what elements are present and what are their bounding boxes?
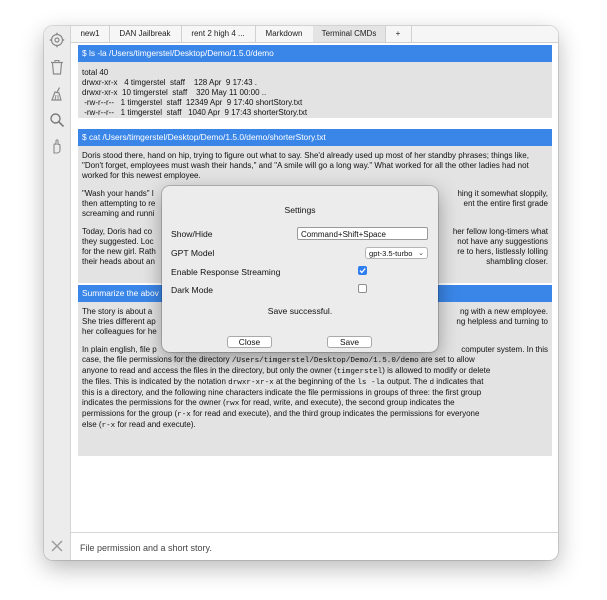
trash-icon[interactable] bbox=[49, 59, 65, 75]
output-line: total 40 bbox=[82, 68, 109, 77]
explanation-text: In plain english, file p bbox=[82, 345, 157, 354]
story-text: hing it somewhat sloppily, bbox=[457, 189, 548, 198]
streaming-checkbox[interactable] bbox=[358, 266, 367, 275]
explanation-text: indicates that bbox=[434, 377, 484, 386]
inline-code: drwxr-xr-x bbox=[228, 379, 274, 387]
explanation-text: case, the file permissions for the directory bbox=[82, 355, 232, 364]
explanation-text: for read, write, and execute), the second group indicates the bbox=[239, 398, 455, 407]
gpt-model-label: GPT Model bbox=[171, 248, 215, 258]
tab-new1[interactable]: new1 bbox=[71, 26, 110, 42]
story-text: they suggested. Loc bbox=[82, 237, 154, 246]
story-text: re to hers, listlessly lolling bbox=[457, 247, 548, 256]
inline-code: r-x bbox=[177, 411, 191, 419]
story-text: not have any suggestions bbox=[457, 237, 548, 246]
tab-dan-jailbreak[interactable]: DAN Jailbreak bbox=[109, 26, 182, 42]
summary-text: The story is about a bbox=[82, 307, 153, 316]
explanation-text: anyone to read and access the files in the directory, but only the owner ( bbox=[82, 366, 337, 375]
dialog-title: Settings bbox=[284, 205, 316, 215]
close-button[interactable]: Close bbox=[227, 336, 272, 348]
tab-rent-2-high[interactable]: rent 2 high 4 ... bbox=[181, 26, 256, 42]
explanation-text: output. The bbox=[384, 377, 430, 386]
explanation-paragraph bbox=[82, 345, 548, 431]
story-text: "Wash your hands" l bbox=[82, 189, 154, 198]
save-status: Save successful. bbox=[267, 306, 333, 316]
explanation-text: permissions for the group ( bbox=[82, 409, 178, 418]
explanation-text: indicates the permissions for the owner ( bbox=[82, 398, 226, 407]
explanation-text: computer system. In this bbox=[461, 345, 548, 354]
story-text: shambling closer. bbox=[486, 257, 548, 266]
collapse-icon[interactable] bbox=[49, 538, 65, 554]
output-line: -rw-r--r-- 1 timgerstel staff 12349 Apr 9 17:40 shortStory.txt bbox=[82, 98, 303, 107]
explanation-text: for read and execute). bbox=[115, 420, 196, 429]
command-header: $ ls -la /Users/timgerstel/Desktop/Demo/1.5.0/demo bbox=[78, 45, 552, 62]
checkmark-icon bbox=[358, 266, 367, 275]
story-text: their heads about an bbox=[82, 257, 155, 266]
search-icon[interactable] bbox=[49, 112, 65, 128]
explanation-text: ) is allowed to modify or delete bbox=[382, 366, 491, 375]
story-text: for the new girl. Rath bbox=[82, 247, 156, 256]
inline-code: timgerstel bbox=[336, 368, 383, 376]
story-text: screaming and runni bbox=[82, 209, 155, 218]
explanation-text: for read and execute), and the third group indicates the permissions for everyone bbox=[190, 409, 480, 418]
show-hide-shortcut-field[interactable]: Command+Shift+Space bbox=[297, 227, 428, 240]
tab-markdown[interactable]: Markdown bbox=[255, 26, 314, 42]
tab-bar bbox=[71, 26, 558, 43]
summary-text: She tries different ap bbox=[82, 317, 156, 326]
summary-text: her colleagues for he bbox=[82, 327, 157, 336]
chevron-down-icon: ⌄ bbox=[418, 250, 424, 257]
settings-icon[interactable] bbox=[49, 32, 65, 48]
summary-text: ng helpless and turning to bbox=[456, 317, 548, 326]
show-hide-label: Show/Hide bbox=[171, 229, 213, 239]
output-line: drwxr-xr-x 10 timgerstel staff 320 May 11 00:00 .. bbox=[82, 88, 267, 97]
gpt-model-value: gpt-3.5-turbo bbox=[369, 249, 413, 258]
command-output bbox=[78, 62, 552, 118]
explanation-text: at the beginning of the bbox=[273, 377, 358, 386]
clean-icon[interactable] bbox=[49, 86, 65, 102]
inline-code: /Users/timgerstel/Desktop/Demo/1.5.0/demo bbox=[231, 357, 419, 365]
add-tab-button[interactable]: + bbox=[385, 26, 412, 42]
inline-code: ls -la bbox=[357, 379, 385, 387]
explanation-text: are set to allow bbox=[418, 355, 475, 364]
explanation-text: the files. This is indicated by the notation bbox=[82, 377, 229, 386]
summary-text: ng with a new employee. bbox=[459, 307, 548, 316]
dark-mode-label: Dark Mode bbox=[171, 285, 214, 295]
tab-terminal-cmds[interactable]: Terminal CMDs bbox=[313, 26, 386, 42]
prompt-header: Summarize the abov bbox=[78, 285, 552, 302]
story-text: then attempting to re bbox=[82, 199, 156, 208]
prompt-input[interactable]: File permission and a short story. bbox=[80, 543, 212, 553]
output-line: drwxr-xr-x 4 timgerstel staff 128 Apr 9 17:43 . bbox=[82, 78, 258, 87]
inline-code: rwx bbox=[225, 400, 240, 408]
explanation-text: this is a directory, and the following nine characters indicate the file permissions in groups of three: the first group bbox=[82, 388, 482, 397]
settings-dialog bbox=[162, 186, 438, 352]
save-button[interactable]: Save bbox=[327, 336, 372, 348]
gpt-model-select[interactable] bbox=[365, 247, 428, 259]
inline-code: d bbox=[429, 379, 435, 387]
story-text: ent the entire first grade bbox=[463, 199, 548, 208]
story-text: Today, Doris had co bbox=[82, 227, 153, 236]
dark-mode-checkbox[interactable] bbox=[358, 284, 367, 293]
output-line: -rw-r--r-- 1 timgerstel staff 1040 Apr 9 17:43 shorterStory.txt bbox=[82, 108, 308, 117]
input-divider bbox=[71, 532, 558, 533]
hand-icon[interactable] bbox=[49, 138, 65, 154]
inline-code: r-x bbox=[101, 422, 116, 430]
command-header: $ cat /Users/timgerstel/Desktop/Demo/1.5.0/demo/shorterStory.txt bbox=[78, 129, 552, 146]
story-paragraph: Doris stood there, hand on hip, trying to figure out what to say. She'd already used up most of her standby phrases; things like, "Don't forget, employees must wash their hands," and "A smile will go a long way." What worked for all the other ladies had not worked for this newest employee. bbox=[82, 151, 529, 180]
explanation-text: else ( bbox=[82, 420, 102, 429]
story-text: her fellow long-timers what bbox=[452, 227, 548, 236]
streaming-label: Enable Response Streaming bbox=[171, 267, 281, 277]
sidebar bbox=[44, 26, 71, 560]
